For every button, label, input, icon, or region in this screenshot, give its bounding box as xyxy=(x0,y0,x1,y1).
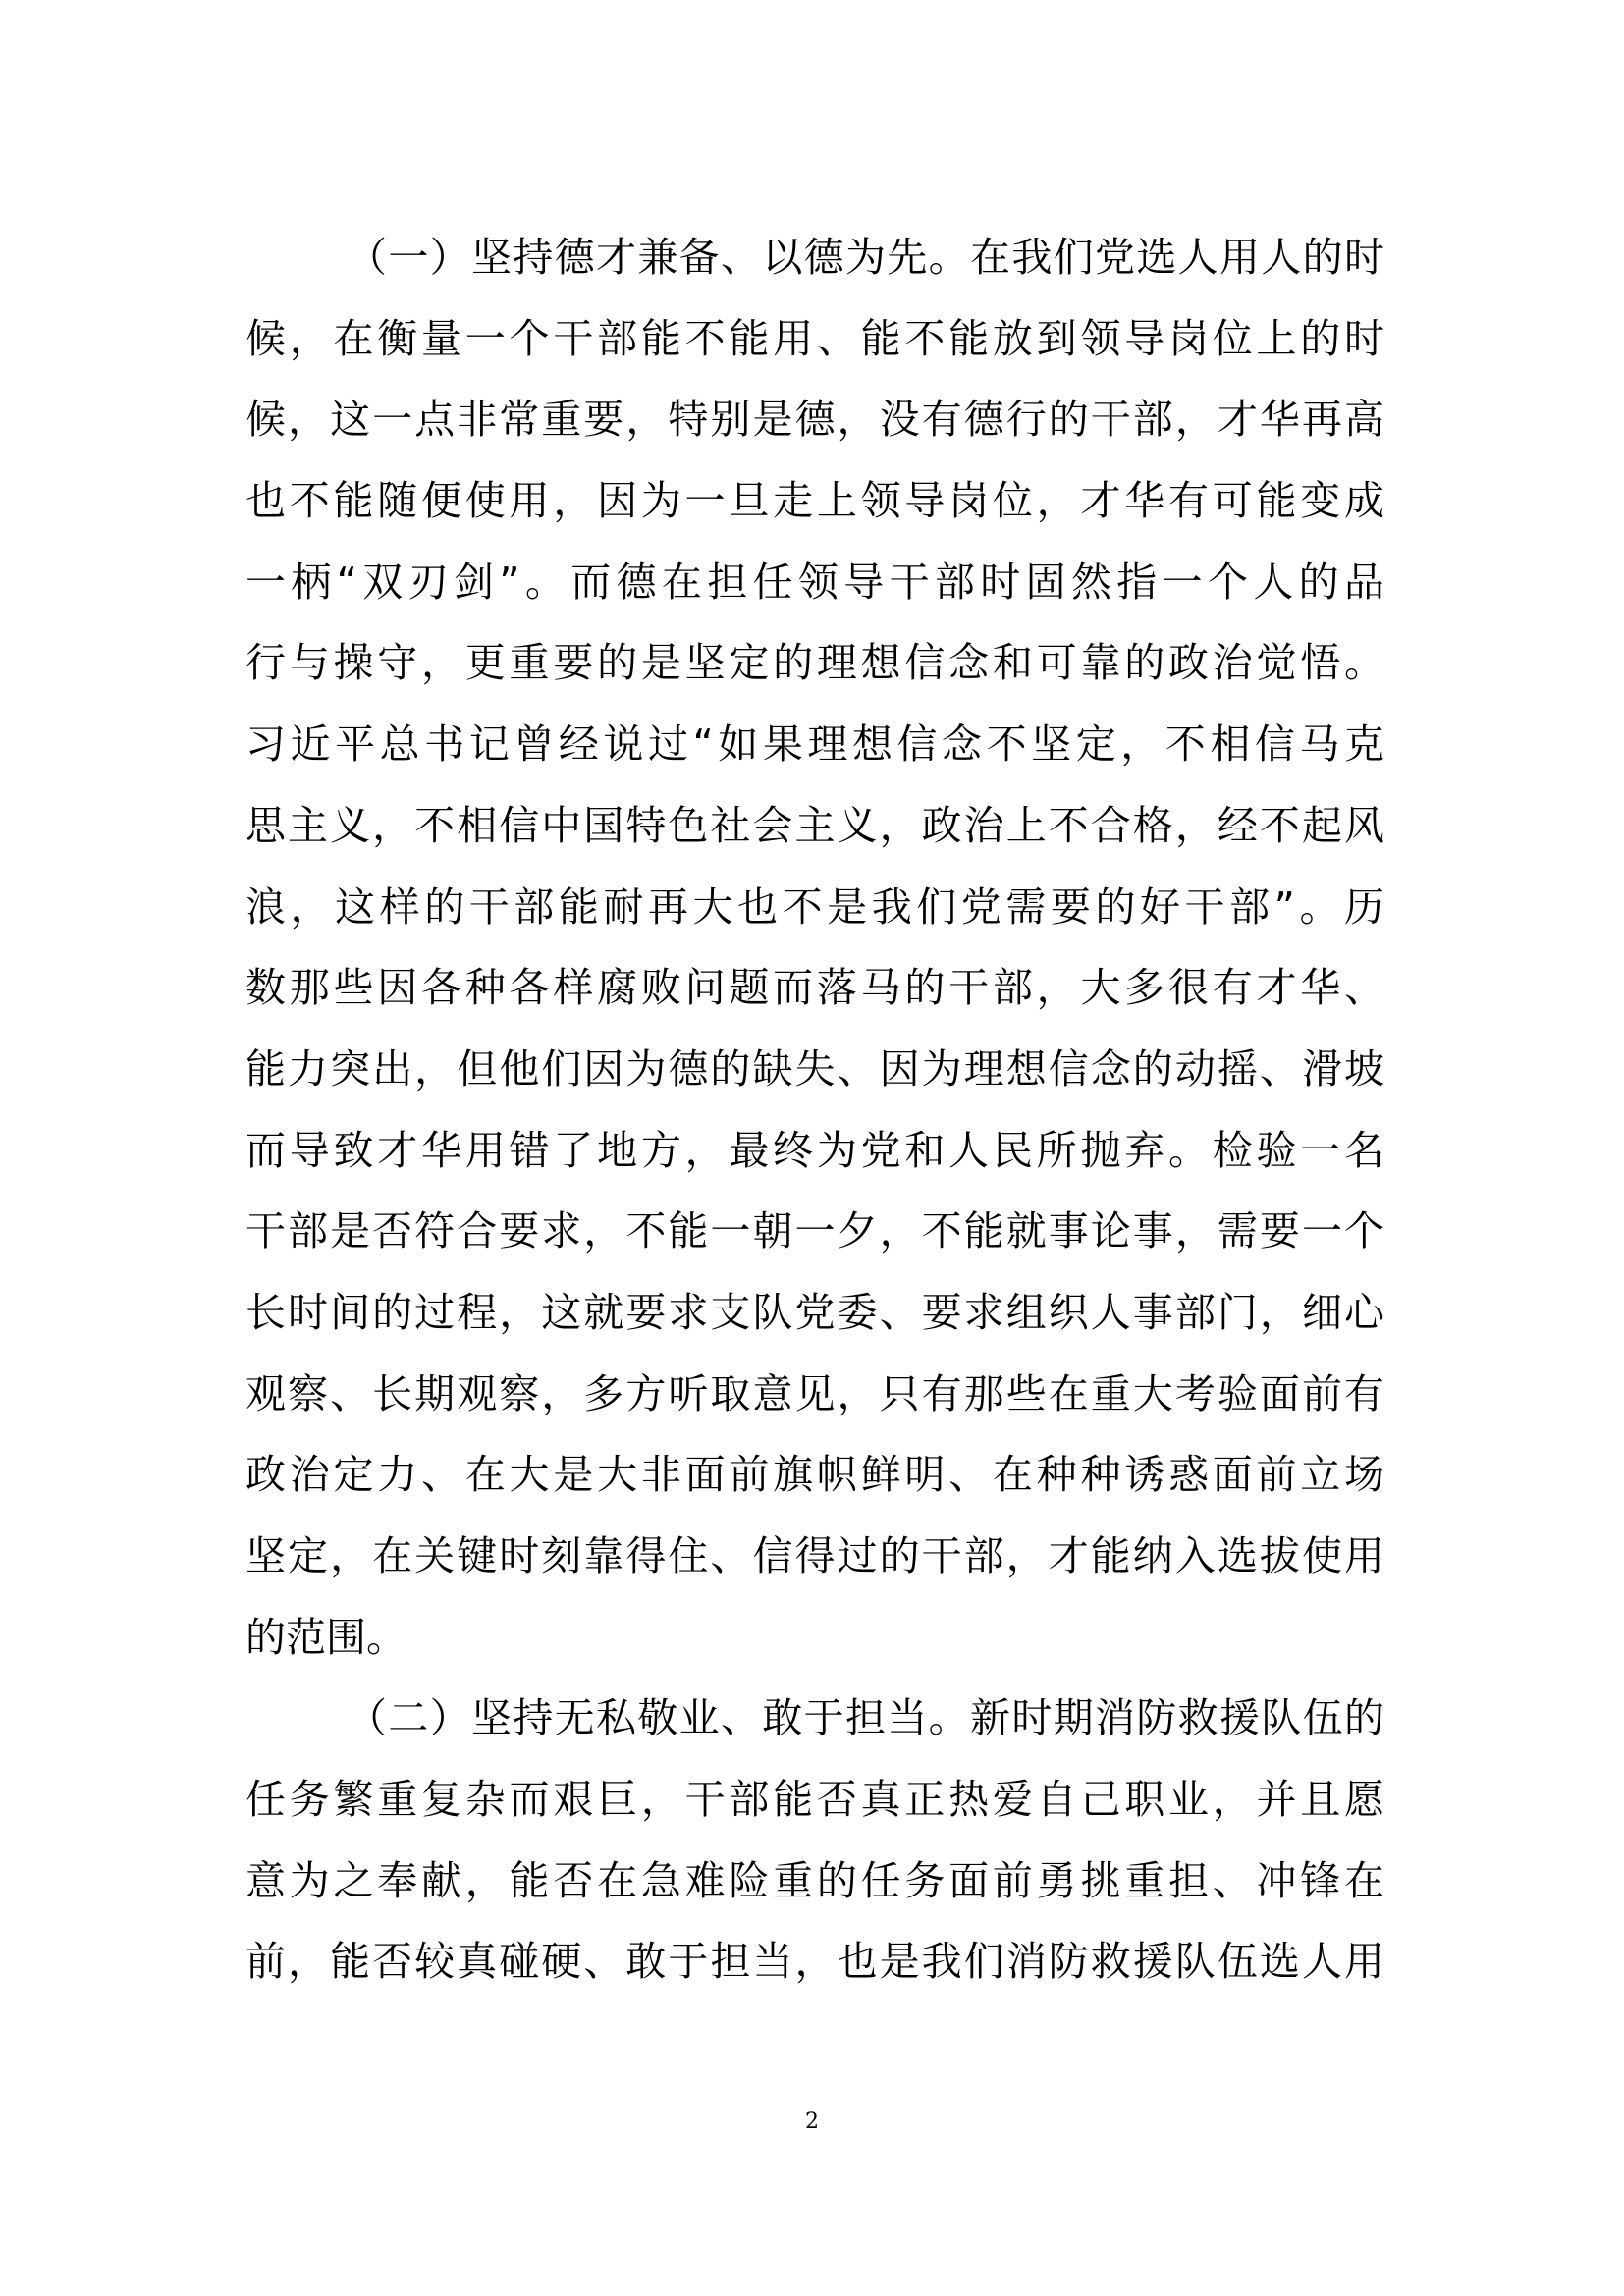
text-line: 思主义，不相信中国特色社会主义，政治上不合格，经不起风 xyxy=(245,801,1384,849)
page-number: 2 xyxy=(805,2109,819,2134)
text-line: 而导致才华用错了地方，最终为党和人民所抛弃。检验一名 xyxy=(245,1126,1384,1174)
text-line: 政治定力、在大是大非面前旗帜鲜明、在种种诱惑面前立场 xyxy=(245,1451,1384,1499)
text-line: 浪，这样的干部能耐再大也不是我们党需要的好干部”。历 xyxy=(245,882,1384,931)
text-line: 的范围。 xyxy=(245,1613,406,1661)
text-line: 能力突出，但他们因为德的缺失、因为理想信念的动摇、滑坡 xyxy=(245,1044,1384,1093)
text-line: 一柄“双刃剑”。而德在担任领导干部时固然指一个人的品 xyxy=(245,558,1384,606)
paragraph xyxy=(245,1678,1384,2002)
text-line: （二）坚持无私敬业、敢于担当。新时期消防救援队伍的 xyxy=(347,1694,1384,1742)
document-body xyxy=(245,217,1384,2002)
text-line: 候，这一点非常重要，特别是德，没有德行的干部，才华再高 xyxy=(245,396,1384,444)
text-line: 意为之奉献，能否在急难险重的任务面前勇挑重担、冲锋在 xyxy=(245,1856,1384,1904)
text-line: 干部是否符合要求，不能一朝一夕，不能就事论事，需要一个 xyxy=(245,1207,1384,1255)
text-line: 前，能否较真碰硬、敢于担当，也是我们消防救援队伍选人用 xyxy=(245,1938,1384,1986)
text-line: 观察、长期观察，多方听取意见，只有那些在重大考验面前有 xyxy=(245,1369,1384,1417)
paragraph xyxy=(245,217,1384,1678)
text-line: 任务繁重复杂而艰巨，干部能否真正热爱自己职业，并且愿 xyxy=(245,1776,1384,1824)
text-line: 习近平总书记曾经说过“如果理想信念不坚定，不相信马克 xyxy=(245,721,1384,769)
text-line: （一）坚持德才兼备、以德为先。在我们党选人用人的时 xyxy=(347,234,1384,281)
text-line: 坚定，在关键时刻靠得住、信得过的干部，才能纳入选拔使用 xyxy=(245,1532,1384,1579)
text-line: 长时间的过程，这就要求支队党委、要求组织人事部门，细心 xyxy=(245,1288,1384,1336)
text-line: 候，在衡量一个干部能不能用、能不能放到领导岗位上的时 xyxy=(245,314,1384,362)
text-line: 行与操守，更重要的是坚定的理想信念和可靠的政治觉悟。 xyxy=(245,639,1384,687)
text-line: 也不能随便使用，因为一旦走上领导岗位，才华有可能变成 xyxy=(245,477,1384,525)
text-line: 数那些因各种各样腐败问题而落马的干部，大多很有才华、 xyxy=(245,964,1384,1012)
